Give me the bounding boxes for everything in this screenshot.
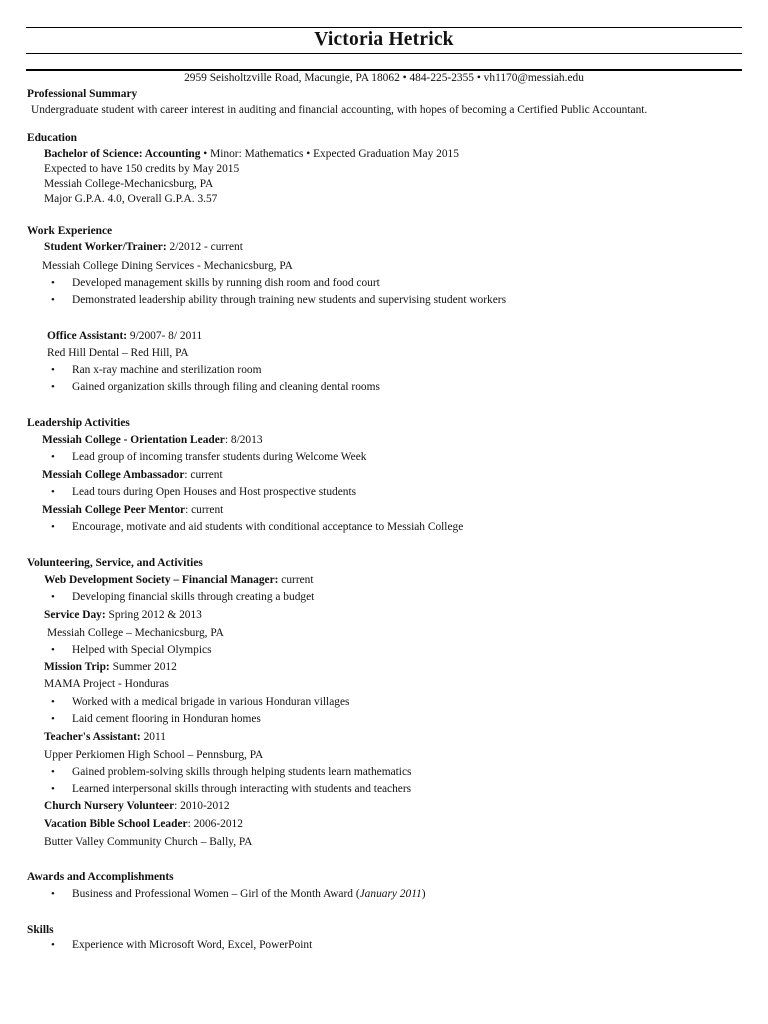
list-item <box>51 887 426 901</box>
activity-place: MAMA Project - Honduras <box>44 678 169 690</box>
bullet-icon: • <box>51 451 55 463</box>
education-school: Messiah College-Mechanicsburg, PA <box>44 178 214 190</box>
contact-info: 2959 Seisholtzville Road, Macungie, PA 18062 • 484-225-2355 • vh1170@messiah.edu <box>184 72 584 84</box>
list-item <box>51 520 464 534</box>
activity-title: Messiah College Peer Mentor <box>42 504 186 516</box>
list-item-text: Demonstrated leadership ability through training new students and supervising student workers <box>72 294 507 306</box>
award-date: January 2011 <box>359 888 422 900</box>
activity-title-line <box>42 503 223 517</box>
degree-title: Bachelor of Science: Accounting <box>44 148 201 160</box>
education-credits: Expected to have 150 credits by May 2015 <box>44 163 240 175</box>
activity-title-line <box>44 730 166 744</box>
bullet-icon: • <box>51 888 55 900</box>
activity-dates: : 8/2013 <box>224 434 263 446</box>
activity-title-line <box>42 433 263 447</box>
activity-title-line <box>44 817 243 831</box>
bullet-icon: • <box>51 486 55 498</box>
activity-dates: : 2006-2012 <box>187 818 243 830</box>
activity-dates: current <box>278 574 314 586</box>
awards-heading: Awards and Accomplishments <box>27 871 174 883</box>
list-item <box>51 712 261 726</box>
bullet-icon: • <box>51 939 55 951</box>
skills-heading: Skills <box>27 924 54 936</box>
list-item <box>51 590 315 604</box>
list-item-text: Business and Professional Women – Girl of the Month Award ( <box>72 888 360 900</box>
list-item-text: Laid cement flooring in Honduran homes <box>72 713 261 725</box>
list-item-text: Developed management skills by running dish room and food court <box>72 277 380 289</box>
activity-title: Service Day: <box>44 609 106 621</box>
job-title-line <box>44 240 243 254</box>
activity-title-line <box>44 608 202 622</box>
activity-title-line <box>44 660 177 674</box>
bullet-icon: • <box>51 644 55 656</box>
activity-place: Upper Perkiomen High School – Pennsburg, PA <box>44 749 264 761</box>
bullet-icon: • <box>51 521 55 533</box>
list-item-text: Encourage, motivate and aid students with conditional acceptance to Messiah College <box>72 521 464 533</box>
top-rule <box>26 27 742 28</box>
activity-dates: : 2010-2012 <box>174 800 230 812</box>
work-heading: Work Experience <box>27 225 113 237</box>
resume-name: Victoria Hetrick <box>314 29 454 50</box>
list-item-text: Lead group of incoming transfer students during Welcome Week <box>72 451 367 463</box>
volunteering-heading: Volunteering, Service, and Activities <box>27 557 203 569</box>
bullet-icon: • <box>51 277 55 289</box>
degree-details: • Minor: Mathematics • Expected Graduation May 2015 <box>200 148 459 160</box>
list-item-text: Gained problem-solving skills through helping students learn mathematics <box>72 766 412 778</box>
list-item <box>51 695 350 709</box>
job-dates: 2/2012 - current <box>166 241 243 253</box>
bullet-icon: • <box>51 364 55 376</box>
list-item <box>51 782 412 796</box>
activity-dates: Summer 2012 <box>109 661 177 673</box>
education-heading: Education <box>27 132 78 144</box>
job-title: Student Worker/Trainer: <box>44 241 167 253</box>
activity-title: Messiah College Ambassador <box>42 469 185 481</box>
activity-dates: : current <box>184 469 223 481</box>
activity-dates: Spring 2012 & 2013 <box>105 609 202 621</box>
job-title: Office Assistant: <box>47 330 128 342</box>
education-gpa: Major G.P.A. 4.0, Overall G.P.A. 3.57 <box>44 193 218 205</box>
list-item-text: Developing financial skills through creating a budget <box>72 591 315 603</box>
activity-dates: : current <box>185 504 224 516</box>
list-item <box>51 938 313 952</box>
activity-title: Church Nursery Volunteer <box>44 800 175 812</box>
list-item-text: Helped with Special Olympics <box>72 644 212 656</box>
education-degree-line <box>44 147 459 161</box>
activity-title: Mission Trip: <box>44 661 110 673</box>
list-item <box>51 765 412 779</box>
bullet-icon: • <box>51 783 55 795</box>
list-item <box>51 363 262 377</box>
activity-title: Web Development Society – Financial Manager: <box>44 574 279 586</box>
activity-title: Vacation Bible School Leader <box>44 818 188 830</box>
activity-title-line <box>42 468 223 482</box>
list-item-text: Gained organization skills through filing and cleaning dental rooms <box>72 381 380 393</box>
bullet-icon: • <box>51 713 55 725</box>
activity-title: Messiah College - Orientation Leader <box>42 434 225 446</box>
list-item <box>51 643 212 657</box>
list-item <box>51 293 507 307</box>
list-item-text: Experience with Microsoft Word, Excel, PowerPoint <box>72 939 313 951</box>
list-item-text: Lead tours during Open Houses and Host prospective students <box>72 486 357 498</box>
list-item-text: Learned interpersonal skills through interacting with students and teachers <box>72 783 412 795</box>
summary-text: Undergraduate student with career interest in auditing and financial accounting, with hopes of becoming a Certified Public Accountant. <box>31 104 648 116</box>
list-item <box>51 485 357 499</box>
name-underline-rule <box>26 53 742 54</box>
list-item <box>51 276 380 290</box>
bullet-icon: • <box>51 696 55 708</box>
bullet-icon: • <box>51 294 55 306</box>
activity-place: Butter Valley Community Church – Bally, PA <box>44 836 253 848</box>
bullet-icon: • <box>51 381 55 393</box>
activity-title-line <box>44 573 314 587</box>
activity-dates: 2011 <box>140 731 166 743</box>
bullet-icon: • <box>51 766 55 778</box>
job-title-line <box>47 329 202 343</box>
summary-heading: Professional Summary <box>27 88 138 100</box>
activity-place: Messiah College – Mechanicsburg, PA <box>47 627 224 639</box>
award-close: ) <box>421 888 426 900</box>
list-item <box>51 380 380 394</box>
list-item-text: Ran x-ray machine and sterilization room <box>72 364 262 376</box>
list-item <box>51 450 367 464</box>
activity-title: Teacher's Assistant: <box>44 731 141 743</box>
job-place: Red Hill Dental – Red Hill, PA <box>47 347 189 359</box>
bullet-icon: • <box>51 591 55 603</box>
leadership-heading: Leadership Activities <box>27 417 130 429</box>
job-dates: 9/2007- 8/ 2011 <box>127 330 203 342</box>
job-place: Messiah College Dining Services - Mechanicsburg, PA <box>42 260 293 272</box>
list-item-text: Worked with a medical brigade in various Honduran villages <box>72 696 350 708</box>
activity-title-line <box>44 799 230 813</box>
